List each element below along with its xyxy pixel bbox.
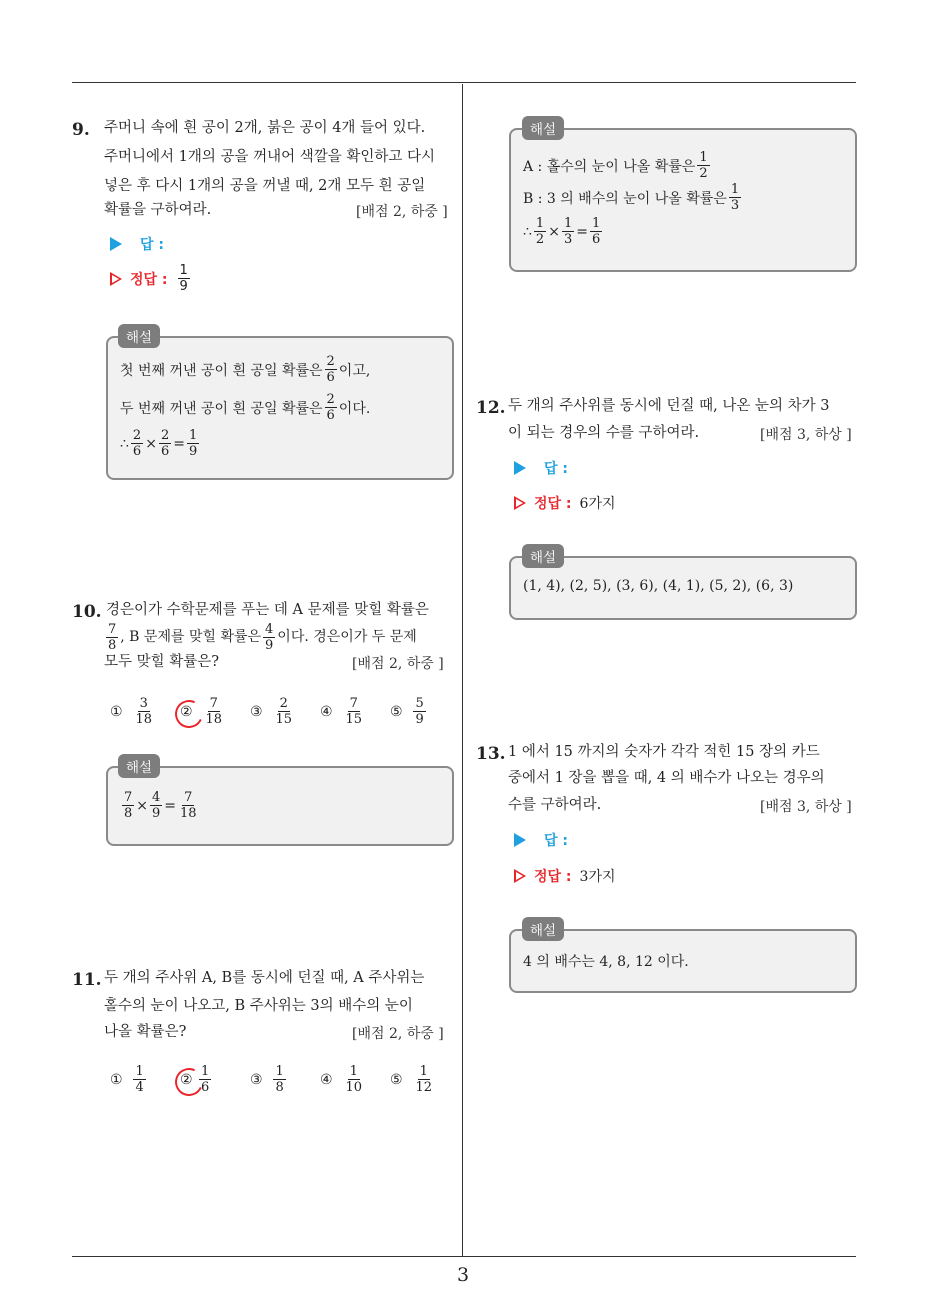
- outline-triangle-icon: [514, 496, 526, 510]
- question-text: 넣은 후 다시 1개의 공을 꺼낼 때, 2개 모두 흰 공일: [104, 178, 426, 194]
- question-text: 이 되는 경우의 수를 구하여라.: [508, 425, 700, 441]
- answer-row: [110, 234, 164, 254]
- explanation-box: [106, 336, 454, 480]
- correct-answer-row: [514, 493, 616, 513]
- correct-label: 정답 :: [130, 271, 168, 288]
- explanation-tag: 해설: [522, 544, 564, 568]
- top-rule: [72, 82, 856, 83]
- play-triangle-icon: [110, 237, 122, 251]
- answer-row: [514, 458, 568, 478]
- question-number: 9.: [72, 120, 90, 140]
- correct-value: 3가지: [579, 869, 616, 885]
- answer-label: 답 :: [140, 237, 164, 253]
- choice-1[interactable]: ① $\frac{3}{18}$: [110, 696, 153, 727]
- column-divider: [462, 84, 463, 1256]
- correct-answer-row: [110, 263, 192, 294]
- choice-4[interactable]: ④ $\frac{1}{10}$: [320, 1064, 363, 1095]
- explanation-tag: 해설: [522, 917, 564, 941]
- question-text: 주머니에서 1개의 공을 꺼내어 색깔을 확인하고 다시: [104, 149, 436, 165]
- play-triangle-icon: [514, 461, 526, 475]
- question-text: 확률을 구하여라.: [104, 202, 212, 218]
- answer-row: [514, 830, 568, 850]
- question-text: 1 에서 15 까지의 숫자가 각각 적힌 15 장의 카드: [508, 744, 820, 760]
- question-text: 주머니 속에 흰 공이 2개, 붉은 공이 4개 들어 있다.: [104, 120, 426, 136]
- correct-value: 6가지: [579, 496, 616, 512]
- explanation-box: [106, 766, 454, 846]
- explanation-line: B : 3 의 배수의 눈이 나올 확률은 $\frac{1}{3}$: [523, 182, 740, 213]
- correct-label: 정답 :: [534, 869, 572, 885]
- question-text: 수를 구하여라.: [508, 797, 602, 813]
- score-meta: [배점 2, 하중 ]: [356, 204, 448, 220]
- answer-label: 답 :: [544, 461, 568, 477]
- outline-triangle-icon: [110, 272, 122, 286]
- choice-5[interactable]: ⑤ $\frac{1}{12}$: [390, 1064, 433, 1095]
- question-number: 10.: [72, 602, 102, 622]
- choice-2-selected[interactable]: ② $\frac{1}{6}$: [180, 1064, 213, 1095]
- choice-3[interactable]: ③ $\frac{1}{8}$: [250, 1064, 284, 1095]
- score-meta: [배점 2, 하중 ]: [352, 656, 444, 672]
- explanation-line: 첫 번째 꺼낸 공이 흰 공일 확률은 $\frac{2}{6}$ 이고,: [120, 354, 371, 385]
- question-number: 11.: [72, 970, 102, 990]
- explanation-line: $\frac{7}{8}$ × $\frac{4}{9}$ = $\frac{7}{18}$: [124, 790, 197, 821]
- question-text: $\frac{7}{8}$ , B 문제를 맞힐 확률은 $\frac{4}{9}$ 이다. 경은이가 두 문제: [108, 622, 417, 653]
- question-text: 모두 맞힐 확률은?: [104, 654, 220, 670]
- question-number: 13.: [476, 744, 506, 764]
- explanation-line: 두 번째 꺼낸 공이 흰 공일 확률은 $\frac{2}{6}$ 이다.: [120, 392, 371, 423]
- explanation-line: (1, 4), (2, 5), (3, 6), (4, 1), (5, 2), (6, 3): [523, 578, 794, 594]
- explanation-box: [509, 128, 857, 272]
- explanation-tag: 해설: [522, 116, 564, 140]
- question-text: 두 개의 주사위를 동시에 던질 때, 나온 눈의 차가 3: [508, 398, 830, 414]
- choice-5[interactable]: ⑤ $\frac{5}{9}$: [390, 696, 424, 727]
- question-text: 중에서 1 장을 뽑을 때, 4 의 배수가 나오는 경우의: [508, 770, 825, 786]
- choice-2-selected[interactable]: ② $\frac{7}{18}$: [180, 696, 226, 727]
- explanation-line: ∴ $\frac{2}{6}$ × $\frac{2}{6}$ = $\frac{1}{9}$: [120, 428, 198, 459]
- score-meta: [배점 3, 하상 ]: [760, 427, 852, 443]
- outline-triangle-icon: [514, 869, 526, 883]
- bottom-rule: [72, 1256, 856, 1257]
- play-triangle-icon: [514, 833, 526, 847]
- choice-4[interactable]: ④ $\frac{7}{15}$: [320, 696, 363, 727]
- page-number: 3: [456, 1264, 470, 1286]
- selection-circle-icon: [171, 696, 207, 732]
- question-text: 나올 확률은?: [104, 1024, 187, 1040]
- explanation-line: 4 의 배수는 4, 8, 12 이다.: [523, 954, 689, 970]
- correct-fraction: $\frac{1}{9}$: [179, 263, 188, 294]
- answer-label: 답 :: [544, 833, 568, 849]
- question-number: 12.: [476, 398, 506, 418]
- explanation-line: A : 홀수의 눈이 나올 확률은 $\frac{1}{2}$: [523, 150, 708, 181]
- explanation-line: ∴ $\frac{1}{2}$ × $\frac{1}{3}$ = $\frac{1}{6}$: [523, 216, 601, 247]
- choice-3[interactable]: ③ $\frac{2}{15}$: [250, 696, 293, 727]
- correct-answer-row: [514, 866, 616, 886]
- score-meta: [배점 3, 하상 ]: [760, 799, 852, 815]
- question-text: 경은이가 수학문제를 푸는 데 A 문제를 맞힐 확률은: [106, 602, 429, 618]
- question-text: 홀수의 눈이 나오고, B 주사위는 3의 배수의 눈이: [104, 998, 413, 1014]
- choice-1[interactable]: ① $\frac{1}{4}$: [110, 1064, 144, 1095]
- explanation-tag: 해설: [118, 754, 160, 778]
- correct-label: 정답 :: [534, 496, 572, 512]
- score-meta: [배점 2, 하중 ]: [352, 1026, 444, 1042]
- question-text: 두 개의 주사위 A, B를 동시에 던질 때, A 주사위는: [104, 970, 425, 986]
- explanation-tag: 해설: [118, 324, 160, 348]
